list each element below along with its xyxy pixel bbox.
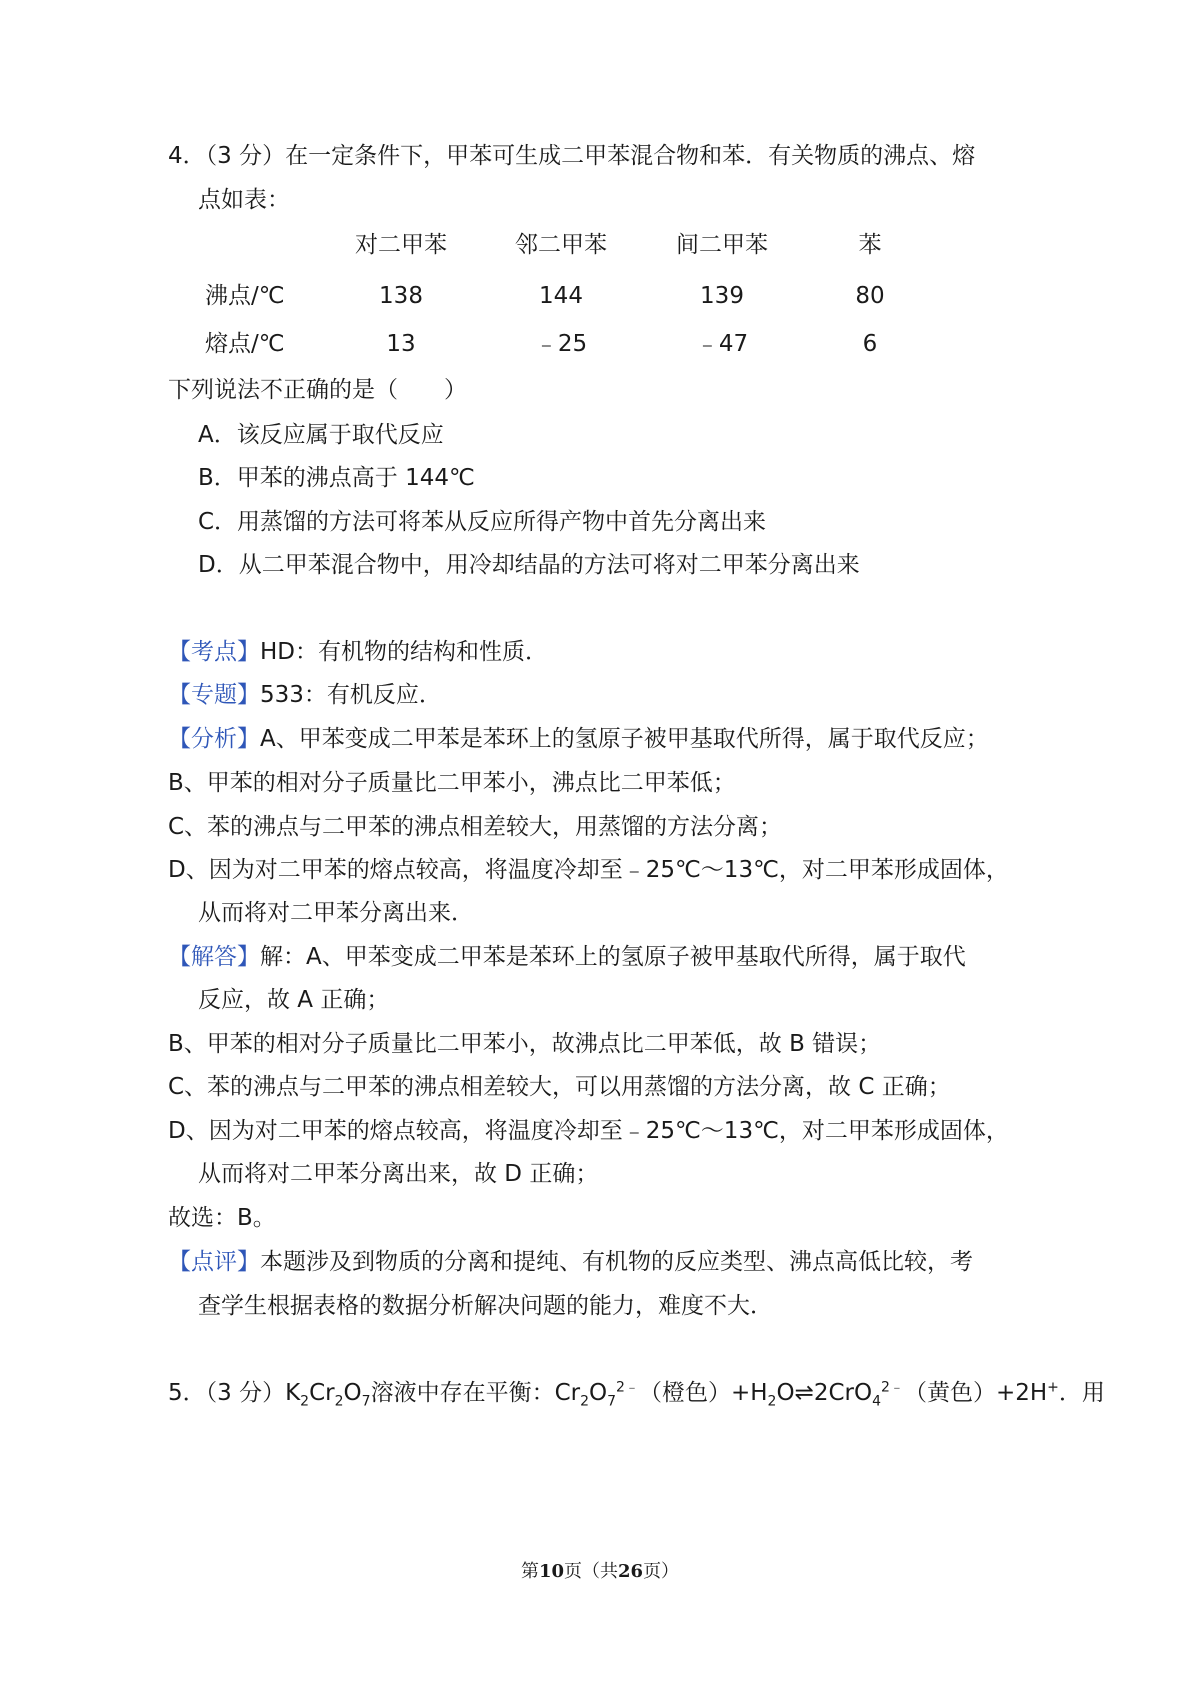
- table-cell: 80: [855, 283, 885, 309]
- fenxi-line: [168, 724, 989, 754]
- kaodian-line: [168, 637, 548, 667]
- fenxi-text: A、甲苯变成二甲苯是苯环上的氢原子被甲基取代所得，属于取代反应；: [260, 726, 989, 752]
- q5-subscript: 4: [872, 1393, 882, 1410]
- zhuanti-tag: 【专题】: [168, 682, 260, 708]
- q5-text: （橙色）+H: [638, 1380, 768, 1406]
- footer-total-pages: 26: [618, 1561, 644, 1582]
- jieda-line: 从而将对二甲苯分离出来，故 D 正确；: [198, 1161, 599, 1187]
- zhuanti-text: 533：有机反应．: [260, 682, 442, 708]
- q5-text: O⇌2CrO: [776, 1380, 873, 1406]
- table-cell: ﹣25: [534, 331, 588, 357]
- q4-option-d: D．从二甲苯混合物中，用冷却结晶的方法可将对二甲苯分离出来: [198, 552, 860, 578]
- zhuanti-line: [168, 680, 442, 710]
- fenxi-line: D、因为对二甲苯的熔点较高，将温度冷却至﹣25℃～13℃，对二甲苯形成固体，: [168, 857, 1009, 883]
- answer-line: 故选：B。: [168, 1205, 276, 1231]
- table-header-p-xylene: 对二甲苯: [355, 232, 447, 258]
- page-footer: [0, 1560, 1200, 1584]
- q5-subscript: 2: [334, 1393, 344, 1410]
- footer-page-number: 10: [538, 1561, 564, 1582]
- jieda-line: 反应，故 A 正确；: [198, 987, 390, 1013]
- fenxi-line: B、甲苯的相对分子质量比二甲苯小，沸点比二甲苯低；: [168, 770, 736, 796]
- table-header-m-xylene: 间二甲苯: [676, 232, 768, 258]
- dianping-tag: 【点评】: [168, 1249, 260, 1275]
- dianping-line: [168, 1247, 973, 1277]
- q5-superscript: 2﹣: [881, 1379, 904, 1396]
- table-cell: 13: [386, 331, 416, 357]
- q5-text: （黄色）+2H: [903, 1380, 1048, 1406]
- table-row-label-melting: 熔点/℃: [205, 331, 285, 357]
- table-header-benzene: 苯: [858, 232, 882, 258]
- fenxi-line: 从而将对二甲苯分离出来．: [198, 900, 474, 926]
- q4-prompt: 下列说法不正确的是（ ）: [168, 377, 467, 403]
- q4-option-b: B．甲苯的沸点高于 144℃: [198, 465, 475, 491]
- kaodian-text: HD：有机物的结构和性质．: [260, 639, 549, 665]
- q4-option-a: A．该反应属于取代反应: [198, 422, 444, 448]
- q5-subscript: 2: [767, 1393, 777, 1410]
- table-cell: 144: [539, 283, 583, 309]
- table-row-label-boiling: 沸点/℃: [205, 283, 285, 309]
- q5-subscript: 2: [580, 1393, 589, 1410]
- q5-prefix: 5．（3 分）: [168, 1380, 286, 1406]
- fenxi-tag: 【分析】: [168, 726, 260, 752]
- q5-formula-text: Cr: [309, 1380, 335, 1406]
- table-header-o-xylene: 邻二甲苯: [515, 232, 607, 258]
- q5-superscript: +: [1047, 1379, 1059, 1396]
- q5-text: ．用: [1058, 1380, 1105, 1406]
- q4-option-c: C．用蒸馏的方法可将苯从反应所得产物中首先分离出来: [198, 509, 767, 535]
- jieda-line: [168, 942, 966, 972]
- jieda-line: D、因为对二甲苯的熔点较高，将温度冷却至﹣25℃～13℃，对二甲苯形成固体，: [168, 1118, 1009, 1144]
- q4-stem-line1: 4．（3 分）在一定条件下，甲苯可生成二甲苯混合物和苯．有关物质的沸点、熔: [168, 143, 976, 169]
- q5-formula-text: O: [589, 1380, 608, 1406]
- q5-stem-line1: [168, 1378, 1105, 1408]
- kaodian-tag: 【考点】: [168, 639, 260, 665]
- jieda-text: 解：A、甲苯变成二甲苯是苯环上的氢原子被甲基取代所得，属于取代: [260, 944, 966, 970]
- jieda-tag: 【解答】: [168, 944, 260, 970]
- q5-subscript: 7: [361, 1393, 371, 1410]
- q5-text: 溶液中存在平衡：Cr: [370, 1380, 581, 1406]
- footer-text: 第: [520, 1561, 539, 1582]
- q5-formula-text: O: [343, 1380, 362, 1406]
- q5-formula-text: K: [285, 1380, 301, 1406]
- jieda-line: C、苯的沸点与二甲苯的沸点相差较大，可以用蒸馏的方法分离，故 C 正确；: [168, 1074, 951, 1100]
- q5-subscript: 7: [607, 1393, 617, 1410]
- q4-stem-line2: 点如表：: [198, 187, 290, 213]
- footer-text: 页）: [643, 1561, 680, 1582]
- dianping-text: 本题涉及到物质的分离和提纯、有机物的反应类型、沸点高低比较，考: [260, 1249, 973, 1275]
- table-cell: 6: [862, 331, 878, 357]
- fenxi-line: C、苯的沸点与二甲苯的沸点相差较大，用蒸馏的方法分离；: [168, 814, 783, 840]
- q5-superscript: 2﹣: [616, 1379, 639, 1396]
- dianping-line: 查学生根据表格的数据分析解决问题的能力，难度不大．: [198, 1293, 773, 1319]
- q5-subscript: 2: [300, 1393, 310, 1410]
- table-cell: ﹣47: [695, 331, 749, 357]
- footer-text: 页（共: [564, 1561, 618, 1582]
- table-cell: 139: [700, 283, 744, 309]
- jieda-line: B、甲苯的相对分子质量比二甲苯小，故沸点比二甲苯低，故 B 错误；: [168, 1031, 882, 1057]
- table-cell: 138: [379, 283, 423, 309]
